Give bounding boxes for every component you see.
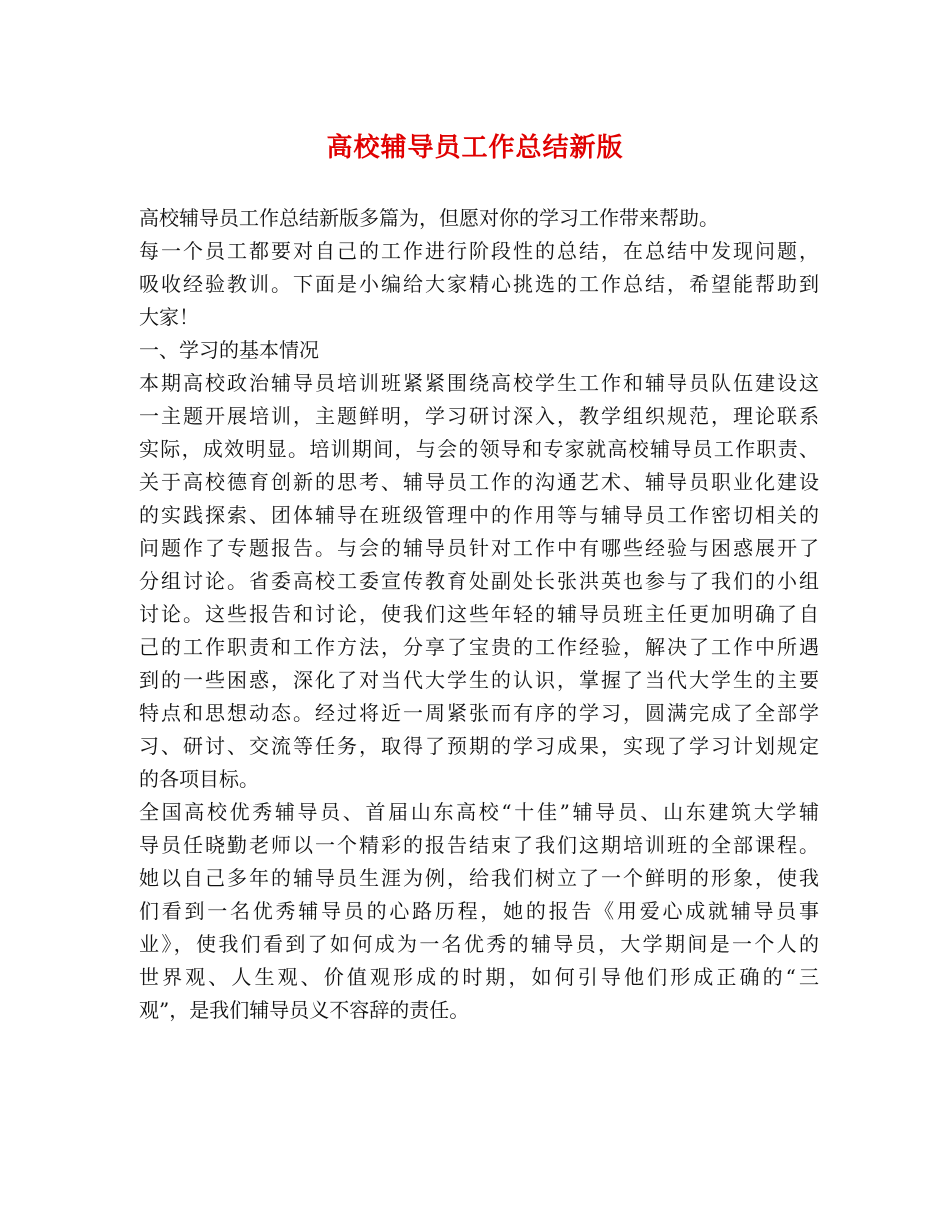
body-line: 她以自己多年的辅导员生涯为例，给我们树立了一个鲜明的形象，使我 (139, 866, 819, 890)
body-line: 实际，成效明显。培训期间，与会的领导和专家就高校辅导员工作职责、 (139, 437, 819, 461)
body-line: 己的工作职责和工作方法，分享了宝贵的工作经验，解决了工作中所遇 (139, 635, 819, 659)
body-line: 关于高校德育创新的思考、辅导员工作的沟通艺术、辅导员职业化建设 (139, 470, 819, 494)
body-line: 导员任晓勤老师以一个精彩的报告结束了我们这期培训班的全部课程。 (139, 833, 819, 857)
document-body (139, 202, 819, 1027)
body-line: 习、研讨、交流等任务，取得了预期的学习成果，实现了学习计划规定 (139, 734, 819, 758)
body-line: 世界观、人生观、价值观形成的时期，如何引导他们形成正确的“三 (139, 965, 819, 989)
body-line: 一主题开展培训，主题鲜明，学习研讨深入，教学组织规范，理论联系 (139, 404, 819, 428)
body-line: 全国高校优秀辅导员、首届山东高校“十佳”辅导员、山东建筑大学辅 (139, 800, 819, 824)
body-line: 讨论。这些报告和讨论，使我们这些年轻的辅导员班主任更加明确了自 (139, 602, 819, 626)
body-line: 的各项目标。 (139, 767, 259, 791)
body-line: 分组讨论。省委高校工委宣传教育处副处长张洪英也参与了我们的小组 (139, 569, 819, 593)
document-title: 高校辅导员工作总结新版 (326, 133, 624, 163)
body-line: 特点和思想动态。经过将近一周紧张而有序的学习，圆满完成了全部学 (139, 701, 819, 725)
body-line: 大家！ (139, 305, 199, 329)
body-line: 们看到一名优秀辅导员的心路历程，她的报告《用爱心成就辅导员事 (139, 899, 819, 923)
body-line: 业》，使我们看到了如何成为一名优秀的辅导员，大学期间是一个人的 (139, 932, 819, 956)
body-line: 的实践探索、团体辅导在班级管理中的作用等与辅导员工作密切相关的 (139, 503, 819, 527)
body-line: 高校辅导员工作总结新版多篇为，但愿对你的学习工作带来帮助。 (139, 206, 719, 230)
body-line: 吸收经验教训。下面是小编给大家精心挑选的工作总结，希望能帮助到 (139, 272, 819, 296)
body-line: 本期高校政治辅导员培训班紧紧围绕高校学生工作和辅导员队伍建设这 (139, 371, 819, 395)
section-heading: 一、学习的基本情况 (139, 338, 319, 362)
body-line: 每一个员工都要对自己的工作进行阶段性的总结，在总结中发现问题， (139, 239, 819, 263)
body-line: 问题作了专题报告。与会的辅导员针对工作中有哪些经验与困惑展开了 (139, 536, 819, 560)
body-line: 到的一些困惑，深化了对当代大学生的认识，掌握了当代大学生的主要 (139, 668, 819, 692)
body-line: 观”，是我们辅导员义不容辞的责任。 (139, 998, 470, 1022)
